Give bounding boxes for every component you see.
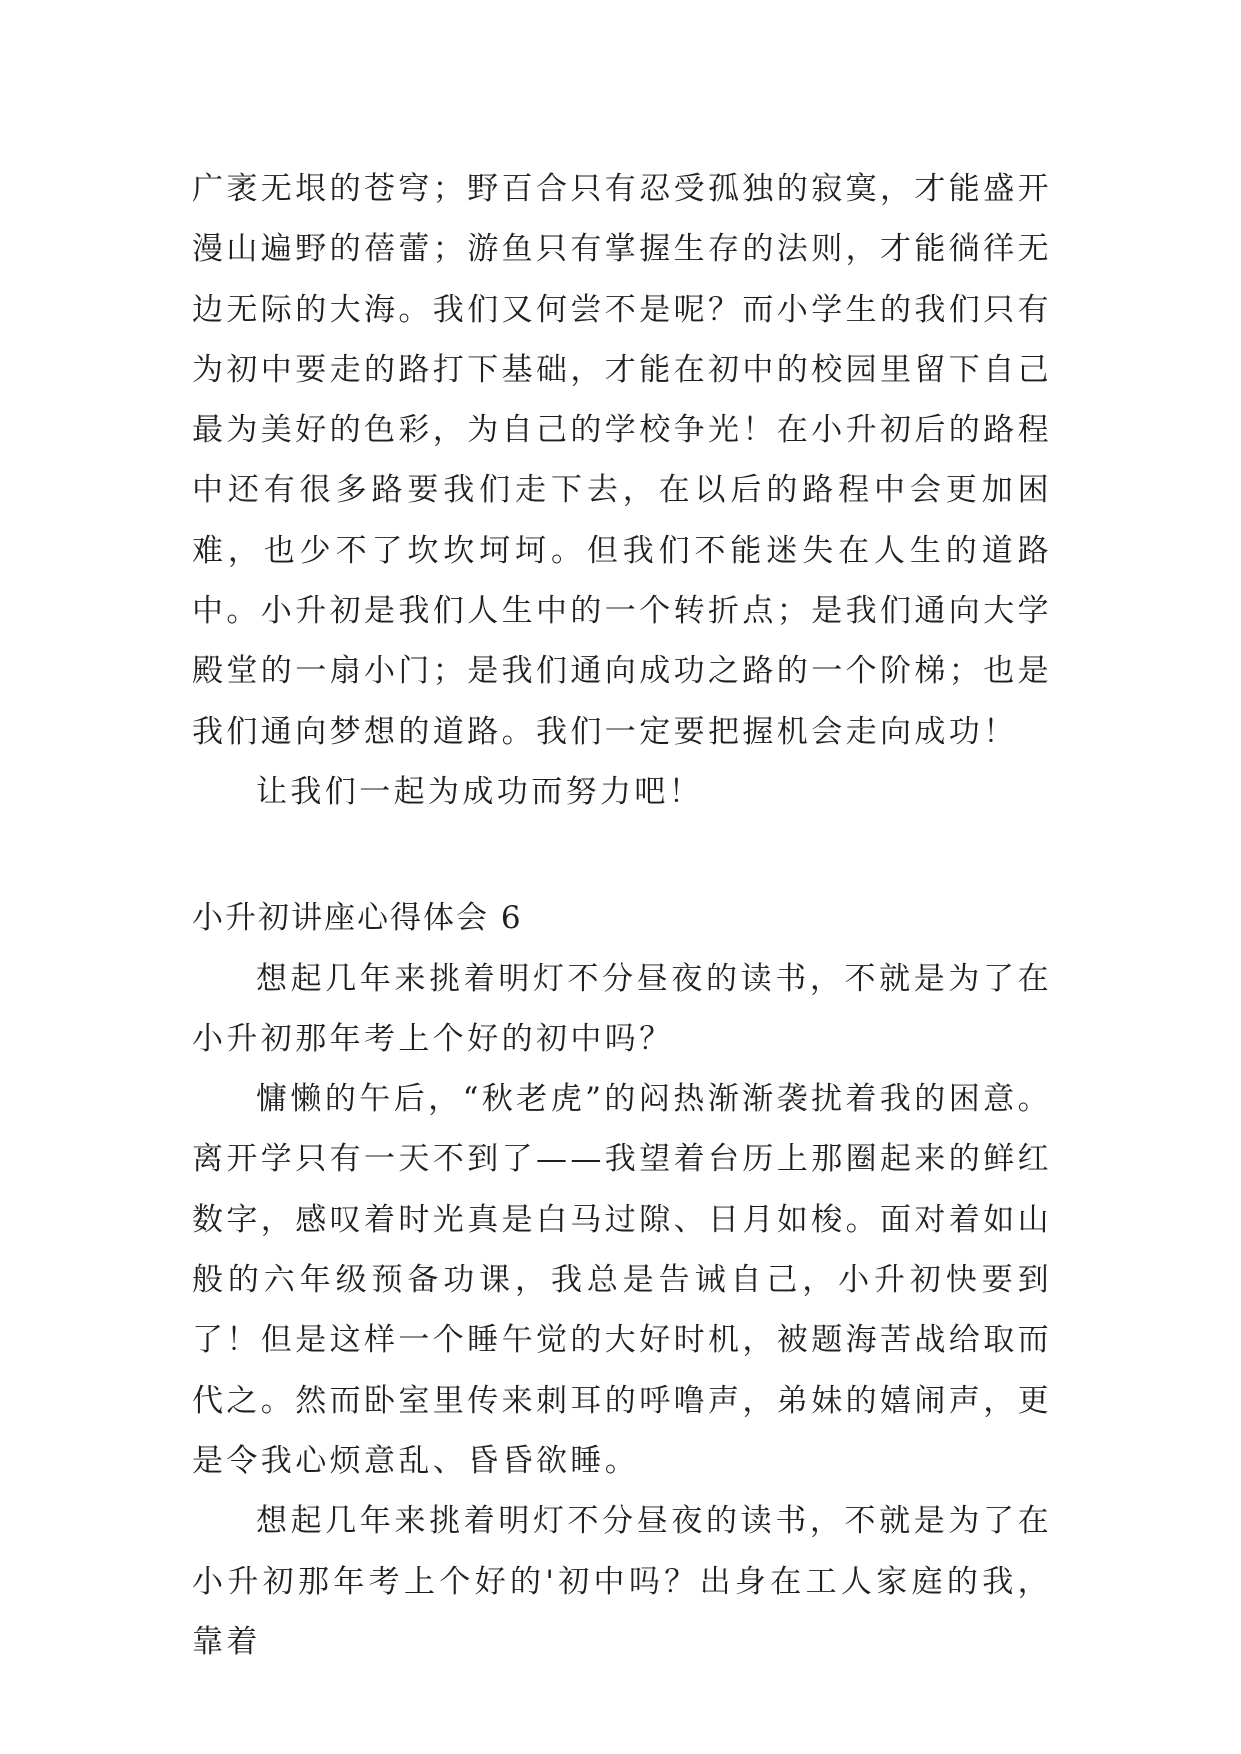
paragraph: 想起几年来挑着明灯不分昼夜的读书，不就是为了在小升初那年考上个好的初中吗？ [192, 960, 1052, 1057]
paragraph: 慵懒的午后，“秋老虎”的闷热渐渐袭扰着我的困意。离开学只有一天不到了——我望着台历上那圈起来的鲜红数字，感叹着时光真是白马过隙、日月如梭。面对着如山般的六年级预备功课，我总是告诫自己，小升初快要到了！但是这样一个睡午觉的大好时机，被题海苦战给取而代之。然而卧室里传来刺耳的呼噜声，弟妹的嬉闹声，更是令我心烦意乱、昏昏欲睡。 [192, 1081, 1052, 1479]
section-title: 小升初讲座心得体会 6 [192, 900, 523, 937]
paragraph: 想起几年来挑着明灯不分昼夜的读书，不就是为了在小升初那年考上个好的'初中吗？出身在工人家庭的我，靠着 [192, 1503, 1052, 1660]
paragraph-closing: 让我们一起为成功而努力吧！ [256, 773, 704, 810]
document-body [192, 159, 1052, 1672]
section-gap [192, 822, 1052, 888]
paragraph-continued: 广袤无垠的苍穹；野百合只有忍受孤独的寂寞，才能盛开漫山遍野的蓓蕾；游鱼只有掌握生存的法则，才能徜徉无边无际的大海。我们又何尝不是呢？而小学生的我们只有为初中要走的路打下基础，才能在初中的校园里留下自己最为美好的色彩，为自己的学校争光！在小升初后的路程中还有很多路要我们走下去，在以后的路程中会更加困难，也少不了坎坎坷坷。但我们不能迷失在人生的道路中。小升初是我们人生中的一个转折点；是我们通向大学殿堂的一扇小门；是我们通向成功之路的一个阶梯；也是我们通向梦想的道路。我们一定要把握机会走向成功！ [192, 171, 1052, 750]
